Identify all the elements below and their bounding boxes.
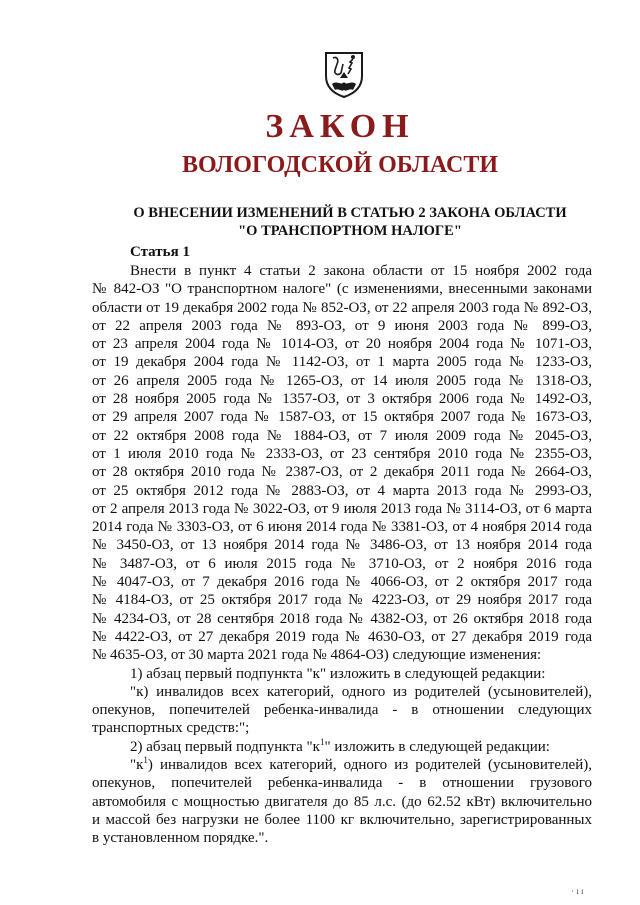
text-line: от 19 декабря 2004 года № 1142-ОЗ, от 1 марта 2005 года № 1233-ОЗ,: [92, 354, 592, 371]
text-line: Внести в пункт 4 статьи 2 закона области от 15 ноября 2002 года: [130, 263, 592, 279]
region-title: ВОЛОГОДСКОЙ ОБЛАСТИ: [181, 152, 499, 178]
text-line: № 4635-ОЗ, от 30 марта 2021 года № 4864-ОЗ) следующие изменения:: [92, 647, 542, 664]
text-line: от 23 апреля 2004 года № 1014-ОЗ, от 20 ноября 2004 года № 1071-ОЗ,: [92, 336, 592, 353]
item-2-first-line: [92, 756, 592, 774]
text-line: № 4422-ОЗ, от 27 декабря 2019 года № 4630-ОЗ, от 27 декабря 2019 года: [92, 628, 592, 645]
text-line: № 4184-ОЗ, от 25 октября 2017 года № 4223-ОЗ, от 29 ноября 2017 года: [92, 592, 592, 609]
text-line: "к) инвалидов всех категорий, одного из родителей (усыновителей),: [130, 683, 592, 700]
superscript: 1: [143, 755, 148, 766]
article-heading: Статья 1: [130, 244, 190, 260]
text-line: от 28 ноября 2005 года № 1357-ОЗ, от 3 октября 2006 года № 1492-ОЗ,: [92, 391, 592, 408]
text-line: области от 19 декабря 2002 года № 852-ОЗ, от 22 апреля 2003 года № 892-ОЗ,: [92, 299, 592, 316]
text-line: № 842-ОЗ "О транспортном налоге" (с изменениями, внесенными законами: [92, 281, 592, 298]
text-line: и массой без нагрузки не более 1100 кг включительно, зарегистрированных: [92, 811, 592, 828]
subject-line: "О ТРАНСПОРТНОМ НАЛОГЕ": [238, 223, 462, 239]
article-body: [92, 262, 592, 848]
item-2-intro-prefix: 2) абзац первый подпункта "к: [130, 738, 320, 755]
text-line: от 26 апреля 2005 года № 1265-ОЗ, от 14 июля 2005 года № 1318-ОЗ,: [92, 372, 592, 389]
text-line: автомобиля с мощностью двигателя до 85 л.с. (до 62.52 кВт) включительно: [92, 793, 592, 810]
text-line: от 1 июля 2010 года № 2333-ОЗ, от 23 сентября 2010 года № 2355-ОЗ,: [92, 445, 592, 462]
text-line: от 2 апреля 2013 года № 3022-ОЗ, от 9 июля 2013 года № 3114-ОЗ, от 6 марта: [92, 500, 592, 517]
text-line: № 4234-ОЗ, от 28 сентября 2018 года № 4382-ОЗ, от 26 октября 2018 года: [92, 610, 592, 627]
item-2-line-prefix: "к: [130, 757, 144, 774]
text-line: опекунов, попечителей ребенка-инвалида - в отношении следующих: [92, 702, 592, 719]
subject-line: О ВНЕСЕНИИ ИЗМЕНЕНИЙ В СТАТЬЮ 2 ЗАКОНА ОБЛАСТИ: [133, 205, 567, 221]
text-line: № 3450-ОЗ, от 13 ноября 2014 года № 3486-ОЗ, от 13 ноября 2014 года: [92, 537, 592, 554]
item-2-intro-suffix: " изложить в следующей редакции:: [324, 738, 550, 755]
vologda-coat-of-arms-icon: [323, 50, 365, 98]
text-line: 2014 года № 3303-ОЗ, от 6 июня 2014 года № 3381-ОЗ, от 4 ноября 2014 года: [92, 519, 592, 536]
text-line: опекунов, попечителей ребенка-инвалида - в отношении грузового: [92, 775, 592, 792]
law-subject: [90, 204, 610, 240]
superscript: 1: [319, 736, 325, 747]
law-title: ЗАКОН: [265, 108, 415, 145]
text-line: транспортных средств:";: [92, 720, 250, 737]
text-line: от 29 апреля 2007 года № 1587-ОЗ, от 15 октября 2007 года № 1673-ОЗ,: [92, 409, 592, 426]
item-2-line-suffix: ) инвалидов всех категорий, одного из родителей (усыновителей),: [147, 757, 592, 774]
text-line: от 28 октября 2010 года № 2387-ОЗ, от 2 декабря 2011 года № 2664-ОЗ,: [92, 464, 592, 481]
text-line: от 22 октября 2008 года № 1884-ОЗ, от 7 июля 2009 года № 2045-ОЗ,: [92, 427, 592, 444]
text-line: от 22 апреля 2003 года № 893-ОЗ, от 9 июня 2003 года № 899-ОЗ,: [92, 317, 592, 334]
text-line: № 4047-ОЗ, от 7 декабря 2016 года № 4066-ОЗ, от 2 октября 2017 года: [92, 574, 592, 591]
text-line: № 3487-ОЗ, от 6 июля 2015 года № 3710-ОЗ, от 2 ноября 2016 года: [92, 555, 592, 572]
text-line: от 25 октября 2012 года № 2883-ОЗ, от 4 марта 2013 года № 2993-ОЗ,: [92, 482, 592, 499]
item-2-intro: [92, 738, 592, 756]
text-line: в установленном порядке.".: [92, 830, 269, 847]
item-1-intro: 1) абзац первый подпункта "к" изложить в следующей редакции:: [130, 665, 546, 682]
page-mark: · ı ı: [571, 886, 584, 896]
